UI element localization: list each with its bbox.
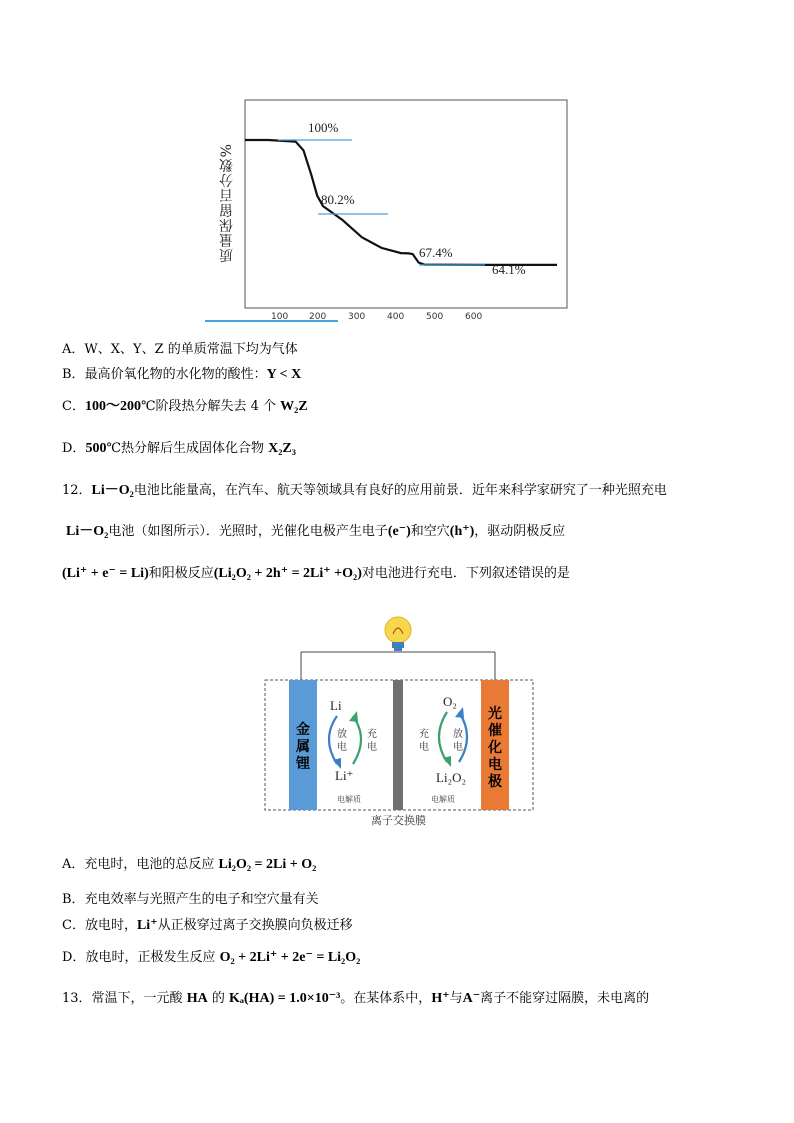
char: 极 xyxy=(488,774,502,790)
formula-hole: (h⁺) xyxy=(449,524,475,539)
char: 属 xyxy=(296,739,310,755)
option-prefix: B． xyxy=(62,367,85,382)
q12-line-3 xyxy=(62,565,570,583)
tga-ylabel: 质量保留百分数% xyxy=(219,143,235,263)
q12-option-c xyxy=(62,917,353,935)
stem-text: 常温下，一元酸 xyxy=(91,991,187,1006)
option-formula: X₂Z₃ xyxy=(268,441,296,456)
char: 充 xyxy=(367,729,377,740)
option-prefix: C． xyxy=(62,399,85,414)
formula-ka: Kₐ(HA) = 1.0×10⁻³ xyxy=(228,991,341,1006)
q12-line-2 xyxy=(66,523,565,541)
stem-text: 与 xyxy=(449,991,463,1006)
discharge-arrow-left xyxy=(329,716,337,764)
membrane-label: 离子交换膜 xyxy=(371,814,426,827)
stem-text: 电池比能量高，在汽车、航天等领域具有良好的应用前景．近年来科学家研究了一种光照充电 xyxy=(133,483,667,498)
option-text: ℃热分解后生成固体化合物 xyxy=(106,441,269,456)
option-text: 放电时，正极发生反应 xyxy=(85,950,220,965)
option-text: 充电效率与光照产生的电子和空穴量有关 xyxy=(84,892,319,907)
charge-arrow-left xyxy=(353,716,361,764)
option-prefix: B． xyxy=(62,892,85,907)
stem-text: 对电池进行充电．下列叙述错误的是 xyxy=(361,566,570,581)
formula-electron: (e⁻) xyxy=(387,524,411,539)
option-formula-range: 100～200 xyxy=(84,399,141,414)
stem-text: 和阳极反应 xyxy=(148,566,214,581)
char: 电 xyxy=(488,757,502,773)
stem-text: 和空穴 xyxy=(410,524,450,539)
stem-text: 电池（如图所示）．光照时，光催化电极产生电子 xyxy=(108,524,388,539)
option-text: ℃阶段热分解失去 4 个 xyxy=(140,399,281,414)
option-prefix: D． xyxy=(62,441,86,456)
option-text: 充电时，电池的总反应 xyxy=(84,857,219,872)
li2o2-label: Li₂O₂ xyxy=(436,770,467,785)
option-prefix: A． xyxy=(62,857,85,872)
formula: Li－O₂ xyxy=(66,524,109,539)
option-formula: Li₂O₂ = 2Li + O₂ xyxy=(218,857,317,872)
option-text: 从正极穿过离子交换膜向负极迁移 xyxy=(157,918,353,933)
option-text: W、X、Y、Z 的单质常温下均为气体 xyxy=(84,342,298,357)
li-label: Li xyxy=(330,698,342,713)
discharge-label-right xyxy=(453,728,463,754)
option-prefix: D． xyxy=(62,950,86,965)
charge-arrow-right xyxy=(439,712,447,762)
formula-cathode: (Li⁺ + e⁻ = Li) xyxy=(62,566,149,581)
tga-chart xyxy=(205,98,570,326)
q12-option-d xyxy=(62,949,360,967)
electrolyte-label-right: 电解质 xyxy=(431,795,455,804)
char: 金 xyxy=(296,722,310,738)
option-text: 放电时， xyxy=(84,918,137,933)
label-67: 67.4% xyxy=(419,245,453,260)
tick-300: 300 xyxy=(348,312,366,322)
o2-label: O₂ xyxy=(443,694,457,709)
tick-200: 200 xyxy=(309,312,327,322)
mass-curve xyxy=(245,140,557,265)
option-formula: Y < X xyxy=(266,367,302,382)
tga-chart-svg xyxy=(205,98,570,326)
option-formula: Li⁺ xyxy=(136,918,158,933)
li-ion-label: Li⁺ xyxy=(335,768,354,783)
charge-label-left xyxy=(367,728,377,754)
formula: A⁻ xyxy=(462,991,481,1006)
stem-text: ，驱动阴极反应 xyxy=(474,524,566,539)
q11-option-a xyxy=(62,341,298,359)
char: 充 xyxy=(419,729,429,740)
light-bulb-icon xyxy=(385,617,411,651)
right-electrode-label xyxy=(483,706,507,791)
char: 电 xyxy=(367,742,377,753)
option-formula-temp: 500 xyxy=(85,441,107,456)
formula: H⁺ xyxy=(431,991,450,1006)
label-64: 64.1% xyxy=(492,262,526,277)
formula: Li－O₂ xyxy=(91,483,134,498)
tick-400: 400 xyxy=(387,312,405,322)
left-electrode-label xyxy=(291,722,315,773)
discharge-label-left xyxy=(337,728,347,754)
tick-600: 600 xyxy=(465,312,483,322)
q13-line-1 xyxy=(62,990,649,1008)
q11-option-d xyxy=(62,440,296,458)
option-formula: O₂ + 2Li⁺ + 2e⁻ = Li₂O₂ xyxy=(219,950,361,965)
option-text: 最高价氧化物的水化物的酸性： xyxy=(84,367,267,382)
electrolyte-label-left: 电解质 xyxy=(337,795,361,804)
char: 放 xyxy=(453,729,463,740)
char: 电 xyxy=(419,742,429,753)
question-number: 12． xyxy=(62,483,92,498)
ion-exchange-membrane xyxy=(393,680,403,810)
charge-label-right xyxy=(419,728,429,754)
formula: HA xyxy=(186,991,208,1006)
stem-text: 。在某体系中， xyxy=(340,991,432,1006)
q12-option-a xyxy=(62,856,316,874)
label-80: 80.2% xyxy=(321,192,355,207)
char: 催 xyxy=(488,723,502,739)
char: 电 xyxy=(337,742,347,753)
formula-anode: (Li₂O₂ + 2h⁺ = 2Li⁺ +O₂) xyxy=(213,566,362,581)
tick-100: 100 xyxy=(271,312,289,322)
char: 光 xyxy=(488,706,502,722)
battery-diagram xyxy=(233,604,583,832)
stem-text: 离子不能穿过隔膜，未电离的 xyxy=(480,991,650,1006)
char: 锂 xyxy=(296,756,310,772)
q11-option-c xyxy=(62,398,308,416)
option-formula: W₂Z xyxy=(280,399,308,414)
stem-text: 的 xyxy=(207,991,229,1006)
option-prefix: C． xyxy=(62,918,85,933)
char: 化 xyxy=(488,740,502,756)
label-100: 100% xyxy=(308,120,339,135)
battery-diagram-svg xyxy=(233,604,583,832)
tick-500: 500 xyxy=(426,312,444,322)
q11-option-b xyxy=(62,366,301,384)
char: 电 xyxy=(453,742,463,753)
q12-line-1 xyxy=(62,482,667,500)
question-number: 13． xyxy=(62,991,92,1006)
char: 放 xyxy=(337,729,347,740)
option-prefix: A． xyxy=(62,342,85,357)
q12-option-b xyxy=(62,891,319,909)
